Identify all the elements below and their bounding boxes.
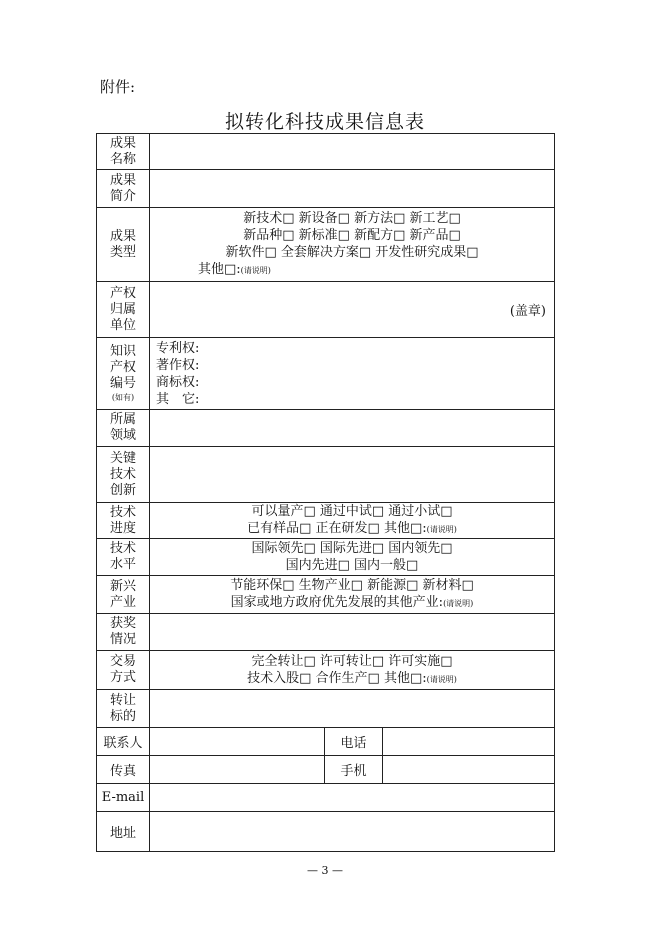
row-awards xyxy=(97,614,555,651)
label-achievement-type: 成果 类型 xyxy=(97,208,150,282)
type-options-line-2[interactable]: 新品种□ 新标准□ 新配方□ 新产品□ xyxy=(243,228,461,243)
ipr-copyright[interactable]: 著作权: xyxy=(156,357,200,373)
address-field[interactable] xyxy=(150,812,555,852)
tech-level-options[interactable] xyxy=(150,539,555,576)
trade-line-2[interactable]: 技术入股□ 合作生产□ 其他□:(请说明) xyxy=(247,670,457,686)
achievement-intro-field[interactable] xyxy=(150,170,555,208)
label-phone: 电话 xyxy=(325,728,383,756)
progress-note: (请说明) xyxy=(426,525,457,534)
contact-field[interactable] xyxy=(150,728,325,756)
row-email xyxy=(97,784,555,812)
row-tech-level xyxy=(97,539,555,576)
label-transfer-target: 转让 标的 xyxy=(97,690,150,728)
label-field: 所属 领域 xyxy=(97,410,150,447)
label-trade-mode: 交易 方式 xyxy=(97,651,150,690)
label-address: 地址 xyxy=(97,812,150,852)
email-field[interactable] xyxy=(150,784,555,812)
row-transfer-target xyxy=(97,690,555,728)
label-tech-progress: 技术 进度 xyxy=(97,503,150,539)
industry-line-1[interactable]: 节能环保□ 生物产业□ 新能源□ 新材料□ xyxy=(230,578,474,593)
ipr-patent[interactable]: 专利权: xyxy=(156,340,200,356)
row-address xyxy=(97,812,555,852)
row-achievement-name xyxy=(97,134,555,170)
row-ipr-number xyxy=(97,338,555,410)
emerging-industry-options[interactable] xyxy=(150,576,555,614)
achievement-name-field[interactable] xyxy=(150,134,555,170)
achievement-type-options[interactable] xyxy=(150,208,555,282)
label-ipr-number: 知识 产权 编号 (如有) xyxy=(97,338,150,410)
type-options-other[interactable]: 其他□:(请说明) xyxy=(198,262,271,277)
trade-mode-options[interactable] xyxy=(150,651,555,690)
label-key-innovation: 关键 技术 创新 xyxy=(97,447,150,503)
label-owner-unit: 产权 归属 单位 xyxy=(97,282,150,338)
level-line-1[interactable]: 国际领先□ 国际先进□ 国内领先□ xyxy=(251,541,453,556)
owner-unit-field[interactable] xyxy=(150,282,555,338)
industry-line-2[interactable]: 国家或地方政府优先发展的其他产业:(请说明) xyxy=(230,595,474,610)
label-fax: 传真 xyxy=(97,756,150,784)
seal-label: (盖章) xyxy=(509,304,546,319)
progress-line-2[interactable]: 已有样品□ 正在研发□ 其他□:(请说明) xyxy=(247,521,457,536)
industry-note: (请说明) xyxy=(443,599,474,608)
row-tech-progress xyxy=(97,503,555,539)
row-achievement-intro xyxy=(97,170,555,208)
type-other-note: (请说明) xyxy=(240,266,271,275)
label-email: E-mail xyxy=(97,784,150,812)
label-contact: 联系人 xyxy=(97,728,150,756)
transfer-target-field[interactable] xyxy=(150,690,555,728)
label-emerging-industry: 新兴 产业 xyxy=(97,576,150,614)
label-achievement-name: 成果 名称 xyxy=(97,134,150,170)
ipr-trademark[interactable]: 商标权: xyxy=(156,374,200,390)
ipr-number-fields[interactable] xyxy=(150,338,555,410)
row-field xyxy=(97,410,555,447)
page-title: 拟转化科技成果信息表 xyxy=(224,111,425,133)
row-achievement-type xyxy=(97,208,555,282)
awards-field[interactable] xyxy=(150,614,555,651)
progress-line-1[interactable]: 可以量产□ 通过中试□ 通过小试□ xyxy=(251,504,453,519)
key-innovation-field[interactable] xyxy=(150,447,555,503)
tech-progress-options[interactable] xyxy=(150,503,555,539)
type-options-line-3[interactable]: 新软件□ 全套解决方案□ 开发性研究成果□ xyxy=(225,245,479,260)
row-trade-mode xyxy=(97,651,555,690)
ipr-other[interactable]: 其 它: xyxy=(156,391,200,407)
row-contact xyxy=(97,728,555,756)
row-key-innovation xyxy=(97,447,555,503)
type-options-line-1[interactable]: 新技术□ 新设备□ 新方法□ 新工艺□ xyxy=(243,211,461,226)
row-emerging-industry xyxy=(97,576,555,614)
fax-field[interactable] xyxy=(150,756,325,784)
page-number: — 3 — xyxy=(307,864,343,877)
info-form-table xyxy=(96,133,555,852)
attachment-label: 附件: xyxy=(100,78,136,96)
phone-field[interactable] xyxy=(383,728,555,756)
trade-line-1[interactable]: 完全转让□ 许可转让□ 许可实施□ xyxy=(251,653,453,669)
row-owner-unit xyxy=(97,282,555,338)
trade-note: (请说明) xyxy=(426,674,457,684)
field-input[interactable] xyxy=(150,410,555,447)
label-awards: 获奖 情况 xyxy=(97,614,150,651)
label-tech-level: 技术 水平 xyxy=(97,539,150,576)
label-mobile: 手机 xyxy=(325,756,383,784)
row-fax xyxy=(97,756,555,784)
level-line-2[interactable]: 国内先进□ 国内一般□ xyxy=(285,558,419,573)
mobile-field[interactable] xyxy=(383,756,555,784)
label-achievement-intro: 成果 简介 xyxy=(97,170,150,208)
